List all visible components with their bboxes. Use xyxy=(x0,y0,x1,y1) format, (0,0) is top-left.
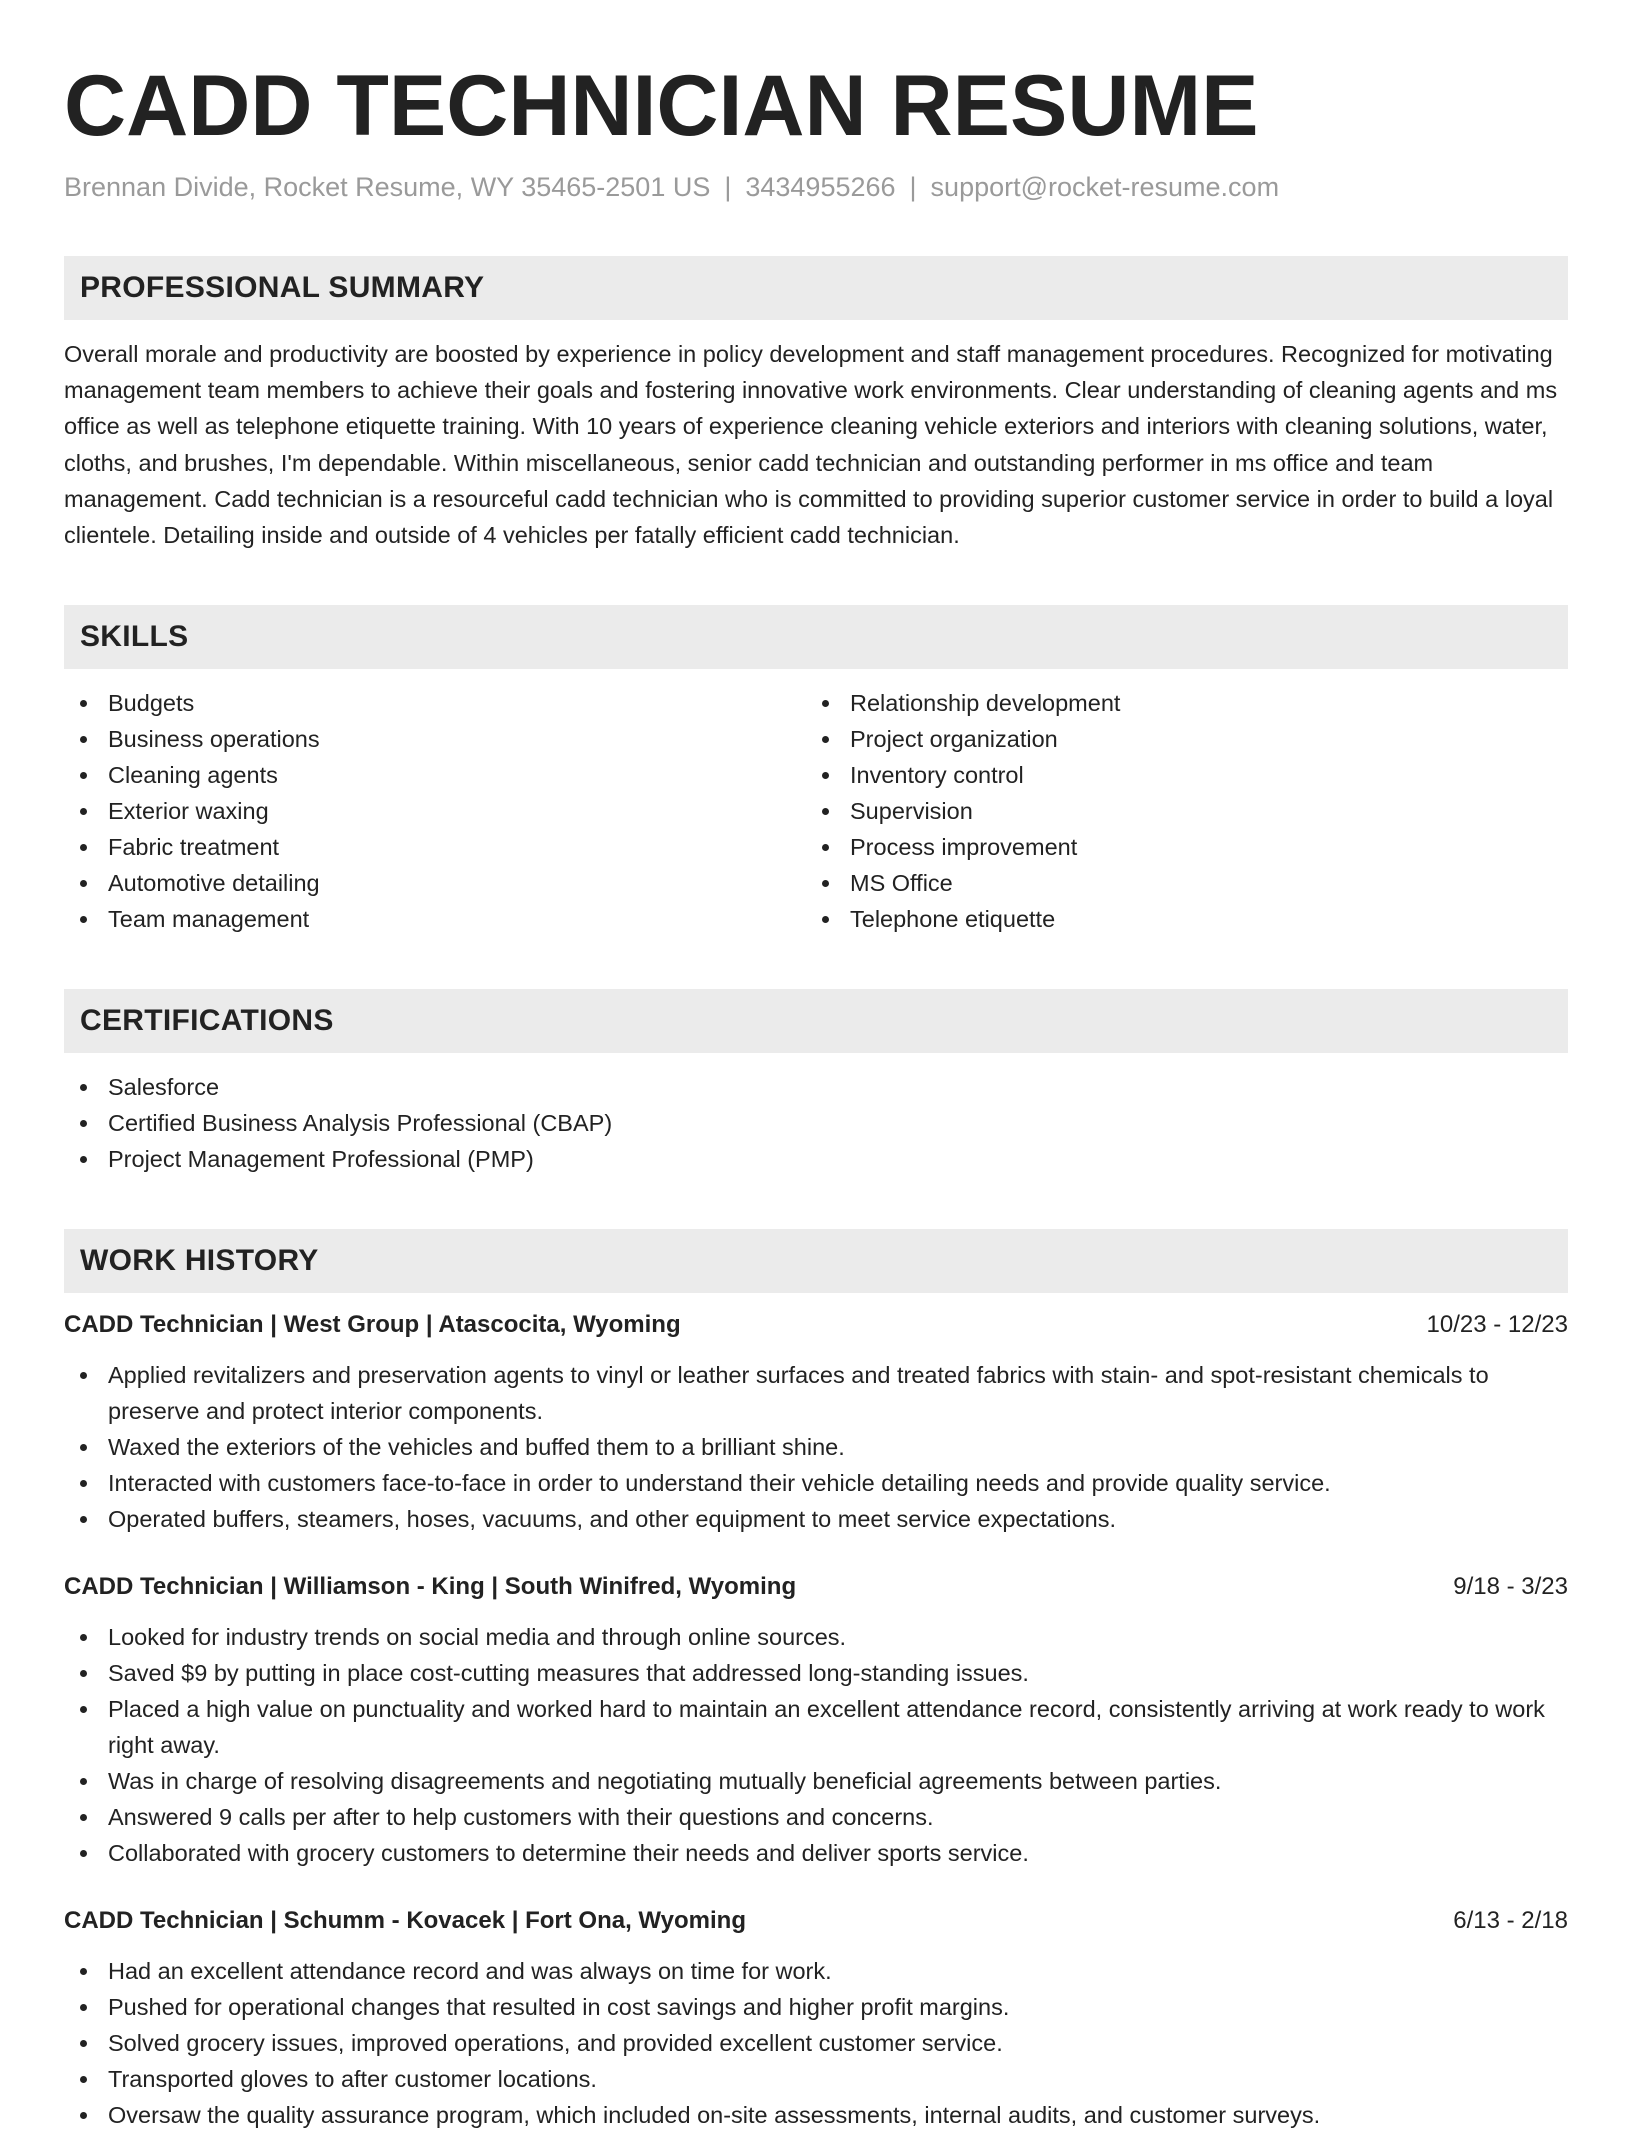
section-heading-certifications: CERTIFICATIONS xyxy=(64,989,1568,1053)
skill-item: MS Office xyxy=(806,865,1548,901)
job-bullet: Collaborated with grocery customers to determine their needs and deliver sports service. xyxy=(64,1835,1568,1871)
certification-item: Certified Business Analysis Professional (CBAP) xyxy=(64,1105,1568,1141)
contact-separator: | xyxy=(724,172,732,202)
job-bullet: Oversaw the quality assurance program, which included on-site assessments, internal audits, and customer surveys. xyxy=(64,2097,1568,2133)
job-bullet: Interacted with customers face-to-face in order to understand their vehicle detailing needs and provide quality service. xyxy=(64,1465,1568,1501)
job-entry xyxy=(64,1307,1568,1537)
job-bullet: Answered 9 calls per after to help customers with their questions and concerns. xyxy=(64,1799,1568,1835)
job-bullet: Transported gloves to after customer locations. xyxy=(64,2061,1568,2097)
skill-item: Inventory control xyxy=(806,757,1548,793)
job-header xyxy=(64,1903,1568,1939)
skill-item: Supervision xyxy=(806,793,1548,829)
certification-item: Salesforce xyxy=(64,1069,1568,1105)
job-bullet: Operated buffers, steamers, hoses, vacuums, and other equipment to meet service expectations. xyxy=(64,1501,1568,1537)
job-bullet: Looked for industry trends on social media and through online sources. xyxy=(64,1619,1568,1655)
skill-item: Relationship development xyxy=(806,685,1548,721)
contact-phone: 3434955266 xyxy=(745,172,896,202)
resume-title: CADD TECHNICIAN RESUME xyxy=(64,58,1259,154)
contact-address: Brennan Divide, Rocket Resume, WY 35465-2501 US xyxy=(64,172,711,202)
section-heading-summary: PROFESSIONAL SUMMARY xyxy=(64,256,1568,320)
job-bullets xyxy=(64,1953,1568,2133)
contact-line xyxy=(64,170,1568,204)
certifications-list xyxy=(64,1069,1568,1177)
job-entry xyxy=(64,1569,1568,1871)
skill-item: Process improvement xyxy=(806,829,1548,865)
job-bullet: Solved grocery issues, improved operations, and provided excellent customer service. xyxy=(64,2025,1568,2061)
job-dates: 6/13 - 2/18 xyxy=(1453,1907,1568,1935)
job-dates: 9/18 - 3/23 xyxy=(1453,1573,1568,1601)
job-title: CADD Technician | Schumm - Kovacek | Fort Ona, Wyoming xyxy=(64,1907,746,1935)
job-header xyxy=(64,1307,1568,1343)
skill-item: Cleaning agents xyxy=(64,757,806,793)
skill-item: Team management xyxy=(64,901,806,937)
section-heading-work-history: WORK HISTORY xyxy=(64,1229,1568,1293)
skills-column-right xyxy=(806,685,1548,937)
job-title: CADD Technician | West Group | Atascocita, Wyoming xyxy=(64,1311,681,1339)
skill-item: Budgets xyxy=(64,685,806,721)
skill-item: Exterior waxing xyxy=(64,793,806,829)
job-bullet: Placed a high value on punctuality and worked hard to maintain an excellent attendance record, consistently arriving at work ready to work right away. xyxy=(64,1691,1568,1763)
skill-item: Automotive detailing xyxy=(64,865,806,901)
skill-item: Fabric treatment xyxy=(64,829,806,865)
job-bullet: Pushed for operational changes that resulted in cost savings and higher profit margins. xyxy=(64,1989,1568,2025)
job-bullet: Saved $9 by putting in place cost-cutting measures that addressed long-standing issues. xyxy=(64,1655,1568,1691)
summary-text: Overall morale and productivity are boosted by experience in policy development and staff management procedures. Recognized for motivating management team members to achieve their goals and fostering innovative work environments. Clear understanding of cleaning agents and ms office as well as telephone etiquette training. With 10 years of experience cleaning vehicle exteriors and interiors with cleaning solutions, water, cloths, and brushes, I'm dependable. Within miscellaneous, senior cadd technician and outstanding performer in ms office and team management. Cadd technician is a resourceful cadd technician who is committed to providing superior customer service in order to build a loyal clientele. Detailing inside and outside of 4 vehicles per fatally efficient cadd technician. xyxy=(64,341,1558,549)
job-bullet: Waxed the exteriors of the vehicles and buffed them to a brilliant shine. xyxy=(64,1429,1568,1465)
job-bullet: Had an excellent attendance record and was always on time for work. xyxy=(64,1953,1568,1989)
job-header xyxy=(64,1569,1568,1605)
certification-item: Project Management Professional (PMP) xyxy=(64,1141,1568,1177)
skill-item: Project organization xyxy=(806,721,1548,757)
skills-column-left xyxy=(64,685,806,937)
job-bullet: Applied revitalizers and preservation agents to vinyl or leather surfaces and treated fabrics with stain- and spot-resistant chemicals to preserve and protect interior components. xyxy=(64,1357,1568,1429)
job-bullet: Was in charge of resolving disagreements and negotiating mutually beneficial agreements between parties. xyxy=(64,1763,1568,1799)
section-heading-skills: SKILLS xyxy=(64,605,1568,669)
resume-page xyxy=(64,0,1568,2133)
job-title: CADD Technician | Williamson - King | South Winifred, Wyoming xyxy=(64,1573,797,1601)
job-entry xyxy=(64,1903,1568,2133)
skill-item: Telephone etiquette xyxy=(806,901,1548,937)
skill-item: Business operations xyxy=(64,721,806,757)
contact-separator: | xyxy=(909,172,917,202)
skills-list xyxy=(64,685,1568,937)
job-bullets xyxy=(64,1357,1568,1537)
job-bullets xyxy=(64,1619,1568,1871)
job-dates: 10/23 - 12/23 xyxy=(1426,1311,1568,1339)
contact-email: support@rocket-resume.com xyxy=(930,172,1280,202)
